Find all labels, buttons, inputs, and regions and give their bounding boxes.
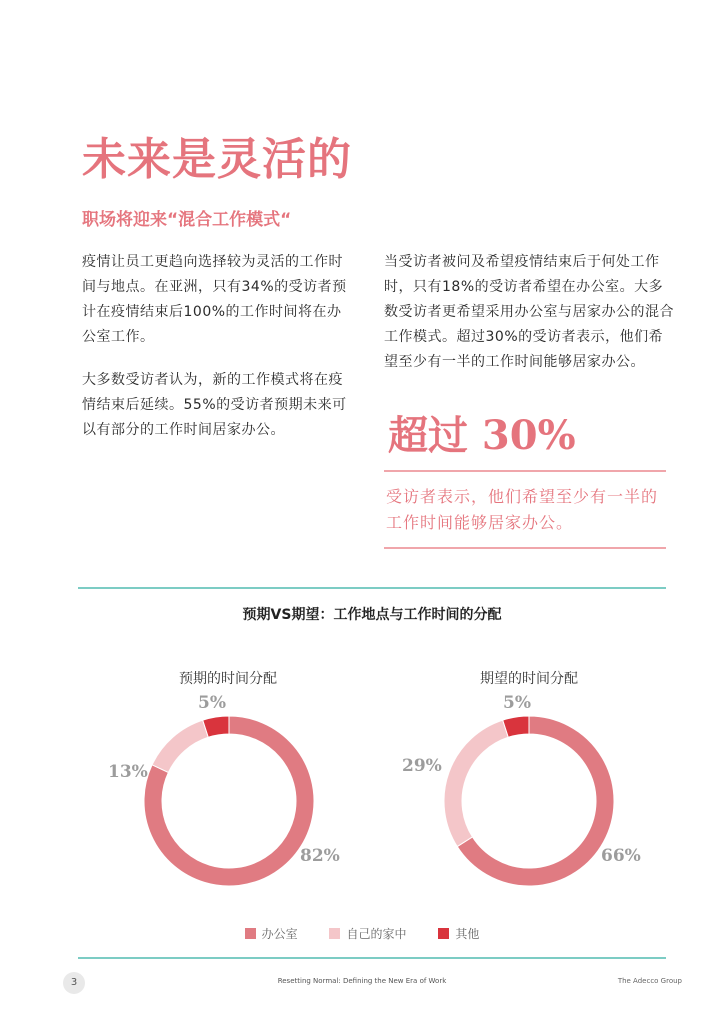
callout-text: 受访者表示，他们希望至少有一半的工作时间能够居家办公。 (386, 487, 659, 532)
legend-label-home: 自己的家中 (346, 927, 407, 941)
label-desired-office: 66% (601, 846, 641, 866)
page-subtitle: 职场将迎来“混合工作模式“ (82, 210, 292, 230)
callout-stat: 超过 30% (388, 412, 576, 459)
legend-item-other (438, 925, 479, 942)
legend-label-other: 其他 (455, 927, 480, 941)
label-desired-other: 5% (503, 693, 531, 713)
donut-expected (144, 716, 314, 886)
page-title: 未来是灵活的 (82, 134, 352, 185)
right-paragraph: 当受访者被问及希望疫情结束后于何处工作时，只有18%的受访者希望在办公室。大多数受访者更希望采用办公室与居家办公的混合工作模式。超过30%的受访者表示，他们希望至少有一半的工作时间能够居家办公。 (384, 254, 674, 370)
footer-rule (78, 957, 666, 959)
footer-document-title: Resetting Normal: Defining the New Era of Work (277, 977, 447, 985)
legend-item-home (329, 925, 406, 942)
label-expected-office: 82% (300, 846, 340, 866)
chart-title: 预期VS期望：工作地点与工作时间的分配 (242, 607, 502, 623)
legend-swatch-home (329, 928, 340, 939)
donut-title-desired: 期望的时间分配 (480, 671, 578, 687)
left-paragraph-2: 大多数受访者认为，新的工作模式将在疫情结束后延续。55%的受访者预期未来可以有部分的工作时间居家办公。 (82, 372, 347, 438)
legend-label-office: 办公室 (261, 927, 298, 941)
legend-swatch-other (438, 928, 449, 939)
label-expected-home: 13% (108, 762, 148, 782)
legend-item-office (245, 925, 298, 942)
footer-company: The Adecco Group (617, 977, 682, 985)
donut-title-expected: 预期的时间分配 (179, 671, 277, 687)
donut-1-slice-home (444, 720, 508, 846)
donut-0-slice-home (152, 720, 208, 772)
label-expected-other: 5% (198, 693, 226, 713)
left-paragraph-1: 疫情让员工更趋向选择较为灵活的工作时间与地点。在亚洲，只有34%的受访者预计在疫情结束后100%的工作时间将在办公室工作。 (82, 254, 347, 345)
legend-swatch-office (245, 928, 256, 939)
page-number: 3 (63, 972, 85, 994)
label-desired-home: 29% (402, 756, 442, 776)
chart-legend (0, 925, 724, 942)
donut-desired (444, 716, 614, 886)
